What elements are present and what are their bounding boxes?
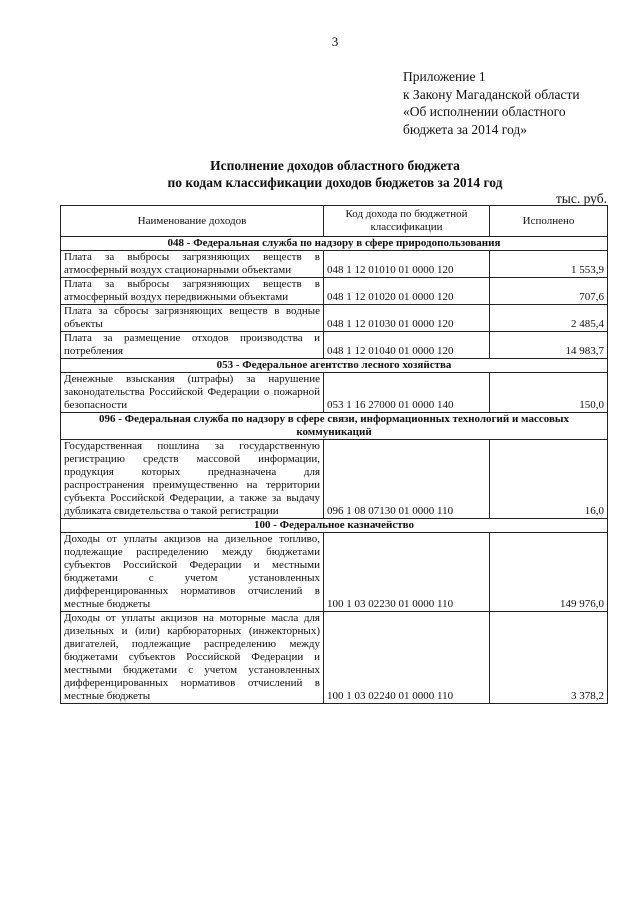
- revenue-amount: 707,6: [490, 278, 608, 305]
- header-amount: Исполнено: [490, 206, 608, 237]
- table-row: [61, 440, 608, 519]
- revenue-amount: 14 983,7: [490, 332, 608, 359]
- appendix-line: «Об исполнении областного: [403, 104, 566, 119]
- title-line: по кодам классификации доходов бюджетов за 2014 год: [167, 175, 503, 190]
- revenue-name: Плата за сбросы загрязняющих веществ в водные объекты: [61, 305, 324, 332]
- section-header-row: [61, 519, 608, 533]
- revenue-amount: 3 378,2: [490, 612, 608, 704]
- revenue-amount: 1 553,9: [490, 251, 608, 278]
- section-header-row: [61, 359, 608, 373]
- section-title: 100 - Федеральное казначейство: [61, 519, 608, 533]
- table-row: [61, 373, 608, 413]
- section-title: 053 - Федеральное агентство лесного хозяйства: [61, 359, 608, 373]
- revenue-amount: 149 976,0: [490, 533, 608, 612]
- revenue-name: Плата за размещение отходов производства и потребления: [61, 332, 324, 359]
- revenue-name: Плата за выбросы загрязняющих веществ в атмосферный воздух стационарными объектами: [61, 251, 324, 278]
- table-row: [61, 251, 608, 278]
- revenue-code: 048 1 12 01010 01 0000 120: [324, 251, 490, 278]
- table-row: [61, 305, 608, 332]
- header-code: Код дохода по бюджетной классификации: [324, 206, 490, 237]
- appendix-line: бюджета за 2014 год»: [403, 121, 527, 137]
- appendix-line: Приложение 1: [403, 69, 486, 84]
- section-header-row: [61, 413, 608, 440]
- appendix-line: к Закону Магаданской области: [403, 86, 580, 102]
- revenue-amount: 150,0: [490, 373, 608, 413]
- table-row: [61, 612, 608, 704]
- title-line: Исполнение доходов областного бюджета: [210, 158, 460, 173]
- revenue-name: Денежные взыскания (штрафы) за нарушение законодательства Российской Федерации о пожарной безопасности: [61, 373, 324, 413]
- document-title: [0, 157, 640, 191]
- header-name: Наименование доходов: [61, 206, 324, 237]
- table-body: [61, 237, 608, 704]
- section-header-row: [61, 237, 608, 251]
- revenue-code: 096 1 08 07130 01 0000 110: [324, 440, 490, 519]
- revenue-amount: 16,0: [490, 440, 608, 519]
- revenue-code: 100 1 03 02240 01 0000 110: [324, 612, 490, 704]
- unit-label: тыс. руб.: [555, 191, 607, 206]
- revenue-code: 048 1 12 01040 01 0000 120: [324, 332, 490, 359]
- table-row: [61, 533, 608, 612]
- page-number: 3: [331, 34, 339, 49]
- revenue-amount: 2 485,4: [490, 305, 608, 332]
- revenue-name: Плата за выбросы загрязняющих веществ в атмосферный воздух передвижными объектами: [61, 278, 324, 305]
- table-header-row: [61, 206, 608, 237]
- section-title: 048 - Федеральная служба по надзору в сфере природопользования: [61, 237, 608, 251]
- table-row: [61, 332, 608, 359]
- revenue-name: Государственная пошлина за государственную регистрацию средств массовой информации, продукция которых предназначена для распространения преимущественно на территории субъекта Российской Федерации, а также за выдачу дубликата свидетельства о такой регистрации: [61, 440, 324, 519]
- revenue-code: 048 1 12 01020 01 0000 120: [324, 278, 490, 305]
- revenue-code: 048 1 12 01030 01 0000 120: [324, 305, 490, 332]
- revenue-table: [60, 205, 608, 704]
- revenue-name: Доходы от уплаты акцизов на моторные масла для дизельных и (или) карбюраторных (инжекторных) двигателей, подлежащие распределению между бюджетами субъектов Российской Федерации и местными бюджетами с учетом установленных дифференцированных нормативов отчислений в местные бюджеты: [61, 612, 324, 704]
- revenue-code: 100 1 03 02230 01 0000 110: [324, 533, 490, 612]
- table-row: [61, 278, 608, 305]
- revenue-code: 053 1 16 27000 01 0000 140: [324, 373, 490, 413]
- appendix-heading: [403, 68, 580, 138]
- section-title: 096 - Федеральная служба по надзору в сфере связи, информационных технологий и массовых коммуникаций: [61, 413, 608, 440]
- revenue-name: Доходы от уплаты акцизов на дизельное топливо, подлежащие распределению между бюджетами субъектов Российской Федерации и местными бюджетами с учетом установленных дифференцированных нормативов отчислений в местные бюджеты: [61, 533, 324, 612]
